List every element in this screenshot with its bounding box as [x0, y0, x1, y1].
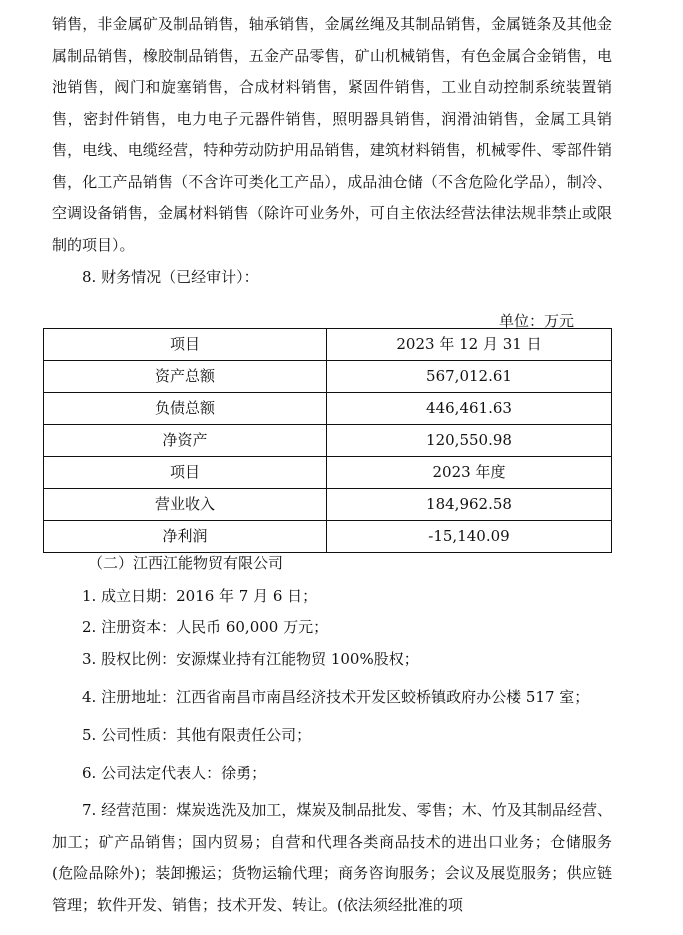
table-cell-label: 资产总额	[44, 361, 327, 393]
financial-table	[43, 328, 612, 553]
business-scope-continued: 销售，非金属矿及制品销售，轴承销售，金属丝绳及其制品销售，金属链条及其他金属制品销售，橡胶制品销售，五金产品零售，矿山机械销售，有色金属合金销售，电池销售，阀门和旋塞销售，合成材料销售，紧固件销售，工业自动控制系统装置销售，密封件销售，电力电子元器件销售，照明器具销售，润滑油销售，金属工具销售，电线、电缆经营，特种劳动防护用品销售，建筑材料销售，机械零件、零部件销售，化工产品销售（不含许可类化工产品），成品油仓储（不含危险化学品），制冷、空调设备销售，金属材料销售（除许可业务外，可自主依法经营法律法规非禁止或限制的项目）。	[52, 15, 612, 254]
table-cell-label: 营业收入	[44, 489, 327, 521]
section-item: 2. 注册资本：人民币 60,000 万元；	[82, 618, 329, 636]
table-cell-value: 184,962.58	[327, 489, 612, 521]
table-cell-value: 446,461.63	[327, 393, 612, 425]
table-cell-value: 120,550.98	[327, 425, 612, 457]
table-row	[44, 393, 612, 425]
table-row	[44, 457, 612, 489]
section-item: 4. 注册地址：江西省南昌市南昌经济技术开发区蛟桥镇政府办公楼 517 室；	[82, 688, 590, 706]
table-cell-label: 负债总额	[44, 393, 327, 425]
table-cell-value: 2023 年 12 月 31 日	[327, 329, 612, 361]
table-cell-value: 567,012.61	[327, 361, 612, 393]
section-item: 5. 公司性质：其他有限责任公司；	[82, 726, 312, 744]
table-cell-label: 项目	[44, 457, 327, 489]
section-title: （二）江西江能物贸有限公司	[88, 554, 284, 572]
table-cell-label: 项目	[44, 329, 327, 361]
table-cell-value: -15,140.09	[327, 521, 612, 553]
table-cell-label: 净资产	[44, 425, 327, 457]
section-item: 1. 成立日期：2016 年 7 月 6 日；	[82, 587, 318, 605]
unit-label: 单位：万元	[499, 312, 575, 330]
table-cell-value: 2023 年度	[327, 457, 612, 489]
table-row	[44, 489, 612, 521]
table-row	[44, 329, 612, 361]
table-cell-label: 净利润	[44, 521, 327, 553]
business-scope-section2: 7. 经营范围：煤炭选洗及加工，煤炭及制品批发、零售；木、竹及其制品经营、加工；矿产品销售；国内贸易；自营和代理各类商品技术的进出口业务；仓储服务(危险品除外)；装卸搬运；货物运输代理；商务咨询服务；会议及展览服务；供应链管理；软件开发、销售；技术开发、转让。(依法须经批准的项	[52, 801, 612, 914]
section-item: 3. 股权比例：安源煤业持有江能物贸 100%股权；	[82, 650, 419, 668]
table-row	[44, 361, 612, 393]
table-row	[44, 425, 612, 457]
table-row	[44, 521, 612, 553]
section-item: 6. 公司法定代表人：徐勇；	[82, 764, 267, 782]
finance-heading: 8. 财务情况（已经审计）：	[82, 268, 259, 286]
